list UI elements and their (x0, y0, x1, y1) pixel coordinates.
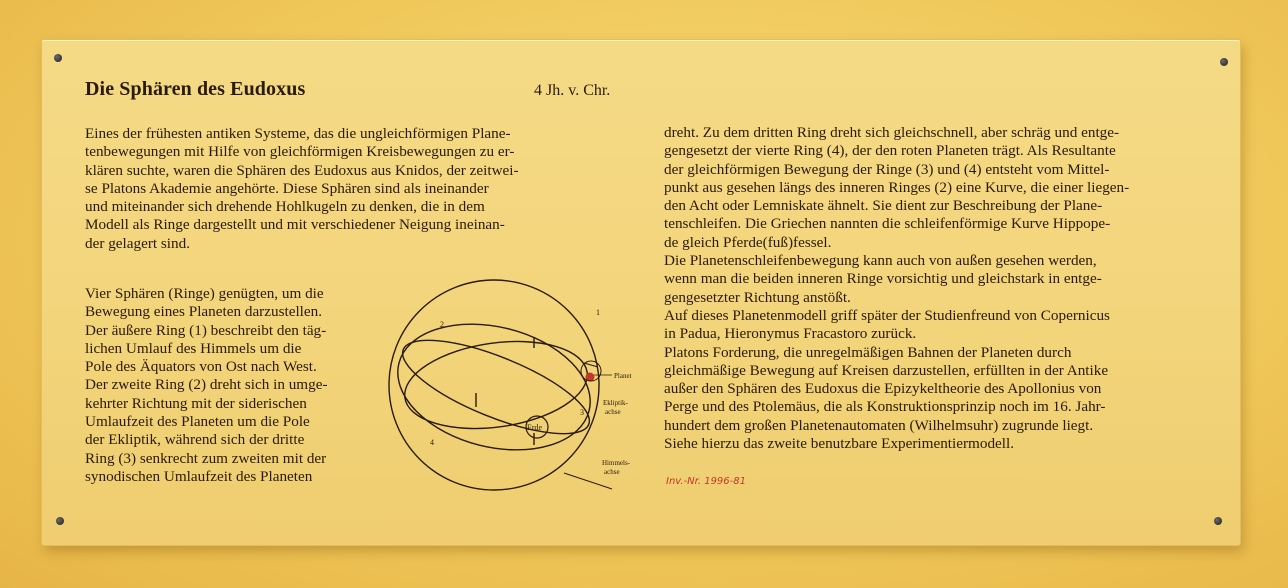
right-line: in Padua, Hieronymus Fracastoro zurück. (664, 325, 917, 343)
ring-2 (384, 305, 603, 469)
right-line: der gleichförmigen Bewegung der Ringe (3) und (4) entsteht vom Mittel- (664, 160, 1110, 178)
left-line: Bewegung eines Planeten darzustellen. (85, 303, 323, 321)
right-line: den Acht oder Lemniskate ähnelt. Sie dient zur Beschreibung der Plane- (664, 197, 1103, 215)
ecliptic-axis-label: achse (605, 408, 621, 416)
left-line: kehrter Richtung mit der siderischen (85, 394, 307, 412)
right-line: de gleich Pferde(fuß)fessel. (664, 233, 832, 251)
right-line: Auf dieses Planetenmodell griff später der Studienfreund von Copernicus (664, 306, 1110, 324)
intro-line: Modell als Ringe dargestellt und mit verschiedener Neigung ineinan- (85, 216, 505, 234)
ring-number-3: 3 (580, 408, 584, 417)
right-line: wenn man die beiden inneren Ringe vorsichtig und gleichstark in entge- (664, 270, 1102, 288)
ring-number-4: 4 (430, 438, 434, 447)
right-line: gleichmäßige Bewegung auf Kreisen darzustellen, erfüllten in der Antike (664, 361, 1109, 379)
ecliptic-axis-label: Ekliptik- (603, 399, 628, 407)
ring-4 (392, 322, 600, 453)
screw-top-right (1220, 58, 1228, 66)
planet-label: Planet (614, 372, 632, 380)
intro-line: klären suchte, waren die Sphären des Eudoxus aus Knidos, der zeitwei- (85, 161, 519, 179)
right-line: Siehe hierzu das zweite benutzbare Experimentiermodell. (664, 435, 1015, 453)
right-line: Die Planetenschleifenbewegung kann auch von außen gesehen werden, (664, 252, 1097, 270)
right-line: Platons Forderung, die unregelmäßigen Bahnen der Planeten durch (664, 343, 1072, 361)
screw-bottom-right (1214, 517, 1222, 525)
ring-number-2: 2 (440, 320, 444, 329)
right-line: Perge und des Ptolemäus, die als Konstruktionsprinzip noch im 16. Jahr- (664, 398, 1106, 416)
right-line: dreht. Zu dem dritten Ring dreht sich gleichschnell, aber schräg und entge- (664, 124, 1120, 141)
left-line: Pole des Äquators von Ost nach West. (85, 358, 317, 376)
intro-line: und miteinander sich drehende Hohlkugeln zu denken, die in dem (85, 198, 485, 216)
left-line: Vier Sphären (Ringe) genügten, um die (85, 285, 324, 302)
screw-top-left (54, 54, 62, 62)
eudoxus-spheres-diagram (384, 275, 632, 500)
museum-plaque (42, 40, 1240, 545)
earth-label: Erde (527, 423, 543, 432)
right-line: hundert dem großen Planetenautomaten (Wilhelmsuhr) zugrunde liegt. (664, 416, 1094, 434)
right-line: gengesetzter Richtung anstößt. (664, 288, 851, 306)
sky-axis-label: achse (604, 468, 620, 476)
left-line: Der äußere Ring (1) beschreibt den täg- (85, 321, 327, 339)
left-line: Umlaufzeit des Planeten um die Pole (85, 413, 310, 431)
left-line: Der zweite Ring (2) dreht sich in umge- (85, 376, 328, 394)
left-line: der Ekliptik, während sich der dritte (85, 431, 305, 449)
left-line: Ring (3) senkrecht zum zweiten mit der (85, 449, 327, 467)
right-line: punkt aus gesehen längs des inneren Ringes (2) eine Kurve, die einer liegen- (664, 178, 1130, 196)
intro-line: Eines der frühesten antiken Systeme, das die ungleichförmigen Plane- (85, 125, 511, 142)
plaque-title: Die Sphären des Eudoxus (85, 78, 306, 100)
sky-axis-label: Himmels- (602, 459, 630, 467)
right-line: tenschleifen. Die Griechen nannten die schleifenförmige Kurve Hippope- (664, 215, 1111, 233)
left-line: synodischen Umlaufzeit des Planeten (85, 467, 313, 485)
outer-ring-1 (389, 280, 599, 490)
intro-line: se Platons Akademie angehörte. Diese Sphären sind als ineinander (85, 179, 489, 197)
intro-line: tenbewegungen mit Hilfe von gleichförmigen Kreisbewegungen zu er- (85, 143, 515, 161)
right-line: außer den Sphären des Eudoxus die Epizykeltheorie des Apollonius von (664, 380, 1102, 398)
intro-paragraph (85, 125, 633, 253)
era-label: 4 Jh. v. Chr. (534, 82, 611, 99)
left-line: lichen Umlauf des Himmels um die (85, 339, 302, 357)
spheres-paragraph (85, 285, 375, 486)
right-line: gengesetzt der vierte Ring (4), der den roten Planeten trägt. Als Resultante (664, 142, 1116, 160)
ring-number-1: 1 (596, 308, 600, 317)
explanation-column (664, 124, 1194, 453)
inventory-number: Inv.-Nr. 1996-81 (666, 476, 746, 487)
intro-line: der gelagert sind. (85, 234, 191, 252)
screw-bottom-left (56, 517, 64, 525)
